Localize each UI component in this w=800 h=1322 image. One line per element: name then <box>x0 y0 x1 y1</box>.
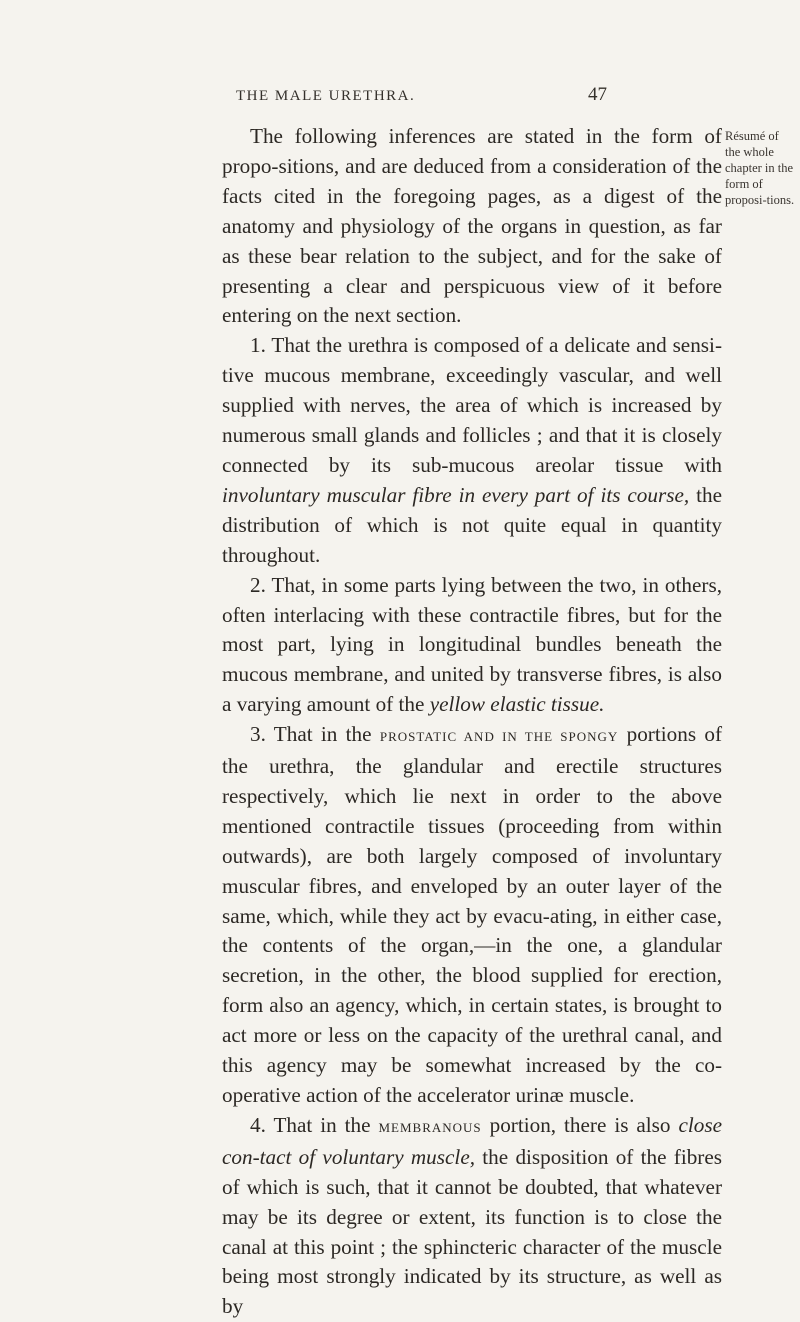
margin-note: Résumé of the whole chapter in the form of proposi-tions. <box>725 129 795 207</box>
proposition-4-emphasis: close con-tact of voluntary muscle, <box>222 1112 723 1169</box>
proposition-4-small-caps: MEMBRANOUS <box>378 1119 482 1135</box>
proposition-4-text-b: portion, there is also <box>481 1112 679 1137</box>
proposition-3-text-a: 3. That in the <box>250 722 380 747</box>
page-number: 47 <box>588 84 607 105</box>
body-text <box>222 122 722 1322</box>
proposition-3-text-b: portions of the urethra, the glandular and erectile structures respectively, which lie next in order to the above mentioned contractile tissues (proceeding from within outwards), are both largely composed of involuntary muscular fibres, and enveloped by an outer layer of the same, which, while they act by evacu-ating, in either case, the contents of the organ,—in the one, a glandular secretion, in the other, the blood supplied for erection, form also an agency, which, in certain states, is brought to act more or less on the capacity of the urethral canal, and this agency may be somewhat increased by the co-operative action of the accelerator urinæ muscle. <box>222 722 722 1107</box>
running-title: THE MALE URETHRA. <box>236 88 416 104</box>
proposition-4 <box>222 1111 722 1322</box>
proposition-2-emphasis: yellow elastic tissue. <box>429 692 605 717</box>
proposition-3-small-caps: PROSTATIC AND IN THE SPONGY <box>379 729 619 745</box>
proposition-1-text-b: the distribution of which is not quite equal in quantity throughout. <box>222 482 723 567</box>
proposition-3 <box>222 720 722 1111</box>
proposition-2-text-a: 2. That, in some parts lying between the two, in others, often interlacing with these contractile fibres, but for the most part, lying in longitudinal bundles beneath the mucous membrane, and united by transverse fibres, is also a varying amount of the <box>222 572 722 717</box>
proposition-4-text-c: the disposition of the fibres of which is such, that it cannot be doubted, that whatever may be its degree or extent, its function is to close the canal at this point ; the sphincteric character of the muscle being most strongly indicated by its structure, as well as by <box>222 1144 723 1319</box>
proposition-1-text-a: 1. That the urethra is composed of a delicate and sensi-tive mucous membrane, exceedingly vascular, and well supplied with nerves, the area of which is increased by numerous small glands and follicles ; and that it is closely connected by its sub-mucous areolar tissue with <box>222 333 722 477</box>
proposition-2 <box>222 571 722 721</box>
proposition-1 <box>222 331 722 570</box>
proposition-1-emphasis: involuntary muscular fibre in every part of its course, <box>222 482 690 507</box>
proposition-4-text-a: 4. That in the <box>250 1112 379 1137</box>
intro-paragraph: The following inferences are stated in the form of propo-sitions, and are deduced from a consideration of the facts cited in the foregoing pages, as a digest of the anatomy and physiology of the organs in question, as far as these bear relation to the subject, and for the sake of presenting a clear and perspicuous view of it before entering on the next section. <box>222 124 722 328</box>
